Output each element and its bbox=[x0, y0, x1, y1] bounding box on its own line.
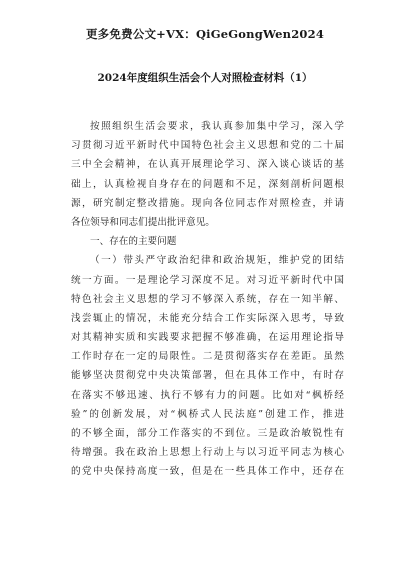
intro-line: 各位领导和同志们提出批评意见。 bbox=[71, 216, 215, 228]
intro-line: 三中全会精神，在认真开展理论学习、深入谈心谈话的基 bbox=[71, 159, 344, 171]
section-line: 能够坚决贯彻党中央决策部署，但在具体工作中，有时存 bbox=[71, 370, 344, 382]
section-line: 特色社会主义思想的学习不够深入系统，存在一知半解、 bbox=[71, 293, 344, 305]
section-line: 的不够全面，部分工作落实的不到位。三是政治敏锐性有 bbox=[71, 428, 344, 439]
section-line: （一）带头严守政治纪律和政治规矩，维护党的团结 bbox=[90, 255, 344, 267]
document-title: 2024年度组织生活会个人对照检查材料（1） bbox=[97, 72, 313, 84]
section-line: 在落实不够迅速、执行不够有力的问题。比如对“枫桥经 bbox=[71, 389, 344, 401]
section-line: 的党中央保持高度一致，但是在一些具体工作中，还存在 bbox=[71, 466, 344, 478]
section-heading: 一、存在的主要问题 bbox=[90, 236, 177, 248]
section-line: 验”的创新发展，对“枫桥式人民法庭”创建工作，推进 bbox=[71, 408, 344, 420]
intro-line: 源，研究制定整改措施。现向各位同志作对照检查，并请 bbox=[71, 197, 344, 209]
intro-line: 按照组织生活会要求，我认真参加集中学习，深入学 bbox=[90, 121, 344, 132]
promo-banner: 更多免费公文+VX：QiGeGongWen2024 bbox=[85, 27, 325, 41]
intro-line: 习贯彻习近平新时代中国特色社会主义思想和党的二十届 bbox=[71, 140, 344, 152]
intro-line: 础上，认真检视自身存在的问题和不足，深刻剖析问题根 bbox=[71, 178, 344, 190]
section-line: 工作时存在一定的局限性。二是贯彻落实存在差距。虽然 bbox=[71, 351, 344, 363]
section-line: 待增强。我在政治上思想上行动上与以习近平同志为核心 bbox=[71, 447, 344, 459]
document-body bbox=[71, 117, 344, 482]
section-line: 统一方面。一是理论学习深度不足。对习近平新时代中国 bbox=[71, 274, 344, 286]
section-line: 浅尝辄止的情况，未能充分结合工作实际深入思考，导致 bbox=[71, 312, 344, 324]
section-line: 对其精神实质和实践要求把握不够准确，在运用理论指导 bbox=[71, 332, 344, 344]
